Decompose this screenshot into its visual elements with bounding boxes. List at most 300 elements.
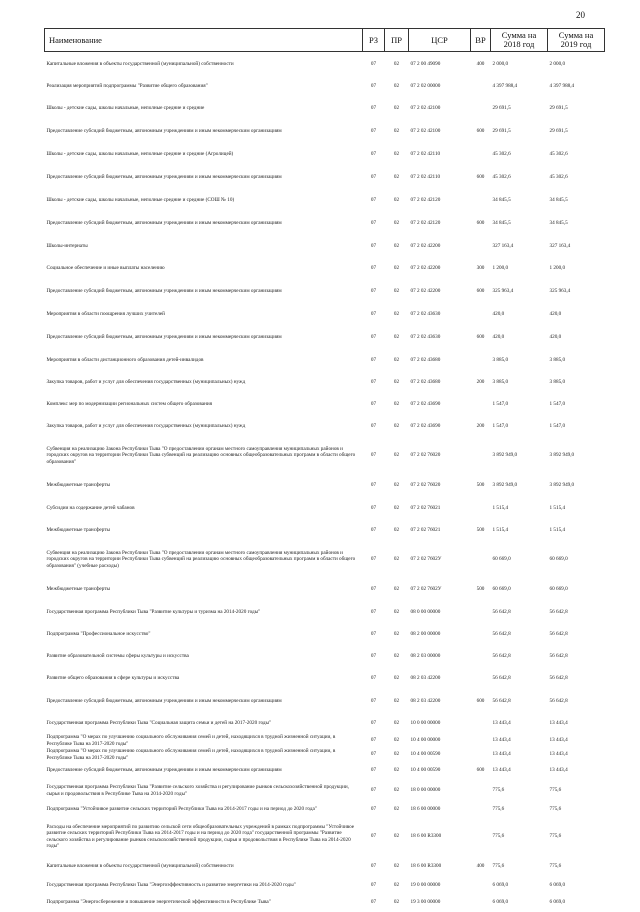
row-name: Капитальные вложения в объекты государственной (муниципальной) собственности — [46, 60, 234, 67]
row-csr: 08 2 03 42200 — [410, 675, 441, 682]
row-sum-2019: 1 515,4 — [549, 527, 566, 534]
table-row — [45, 714, 605, 734]
row-pr: 02 — [393, 527, 400, 534]
row-csr: 07 2 02 42120 — [410, 220, 441, 227]
row-vr: 300 — [476, 265, 485, 272]
table-row — [45, 326, 605, 350]
row-sum-2018: 325 963,4 — [492, 288, 514, 295]
row-sum-2018: 29 691,5 — [492, 128, 511, 135]
row-sum-2018: 56 642,8 — [492, 631, 511, 638]
row-csr: 19 3 00 00000 — [410, 899, 441, 906]
row-pr: 02 — [393, 863, 400, 870]
row-rz: 07 — [370, 105, 377, 112]
row-name: Закупка товаров, работ и услуг для обеспечения государственных (муниципальных) нужд — [46, 379, 246, 386]
header-rz: РЗ — [363, 29, 385, 52]
row-vr — [471, 438, 491, 474]
table-row — [45, 144, 605, 166]
row-vr: 600 — [476, 698, 485, 705]
table-row — [45, 818, 605, 856]
row-rz: 07 — [370, 220, 377, 227]
row-rz: 07 — [370, 863, 377, 870]
row-name: Предоставление субсидий бюджетным, автономным учреждениям и иным некоммерческим организациям — [46, 767, 282, 774]
row-sum-2019: 56 642,8 — [549, 653, 568, 660]
row-csr: 07 2 00 49090 — [410, 60, 441, 67]
row-rz: 07 — [370, 452, 377, 459]
row-name: Субсидии на содержание детей чабанов — [46, 505, 135, 512]
row-rz: 07 — [370, 311, 377, 318]
row-sum-2018: 1 547,0 — [492, 423, 509, 430]
row-pr: 02 — [393, 174, 400, 181]
row-name: Предоставление субсидий бюджетным, автономным учреждениям и иным некоммерческим организациям — [46, 334, 282, 341]
row-sum-2019: 775,6 — [549, 787, 562, 794]
row-pr: 02 — [393, 505, 400, 512]
header-pr: ПР — [385, 29, 409, 52]
row-pr: 02 — [393, 220, 400, 227]
row-vr — [471, 780, 491, 802]
row-name: Предоставление субсидий бюджетным, автономным учреждениям и иным некоммерческим организациям — [46, 128, 282, 135]
row-pr: 02 — [393, 833, 400, 840]
table-row — [45, 894, 605, 912]
row-vr: 500 — [476, 527, 485, 534]
row-rz: 07 — [370, 288, 377, 295]
row-sum-2019: 45 302,6 — [549, 151, 568, 158]
row-vr — [471, 98, 491, 120]
row-pr: 02 — [393, 197, 400, 204]
row-vr: 200 — [476, 423, 485, 430]
row-sum-2019: 29 691,5 — [549, 128, 568, 135]
row-vr: 500 — [476, 586, 485, 593]
row-name: Реализация мероприятий подпрограммы "Развитие общего образования" — [46, 83, 208, 90]
row-rz: 07 — [370, 737, 377, 744]
table-row — [45, 762, 605, 780]
row-sum-2019: 420,0 — [549, 311, 562, 318]
row-sum-2019: 60 669,0 — [549, 556, 568, 563]
row-name: Предоставление субсидий бюджетным, автономным учреждениям и иным некоммерческим организациям — [46, 288, 282, 295]
row-name: Субвенция на реализацию Закона Республики Тыва "О предоставлении органам местного самоуправления муниципальных районов и городских округов на территории Республики Тыва субвенций на реализацию основных общеобразовательных программ в области общего образования" (учебные расходы) — [46, 550, 356, 569]
row-vr: 600 — [476, 767, 485, 774]
row-sum-2018: 60 669,0 — [492, 556, 511, 563]
row-rz: 07 — [370, 806, 377, 813]
row-sum-2019: 327 163,4 — [549, 243, 571, 250]
table-row — [45, 304, 605, 326]
row-vr — [471, 646, 491, 668]
header-vr: ВР — [471, 29, 491, 52]
row-sum-2019: 775,6 — [549, 833, 562, 840]
row-sum-2019: 6 069,0 — [549, 899, 566, 906]
row-name: Предоставление субсидий бюджетным, автономным учреждениям и иным некоммерческим организациям — [46, 174, 282, 181]
row-rz: 07 — [370, 767, 377, 774]
row-rz: 07 — [370, 401, 377, 408]
row-name: Капитальные вложения в объекты государственной (муниципальной) собственности — [46, 863, 234, 870]
row-pr: 02 — [393, 379, 400, 386]
row-rz: 07 — [370, 751, 377, 758]
row-vr — [471, 304, 491, 326]
row-vr — [471, 190, 491, 212]
row-name: Школы-интернаты — [46, 243, 88, 250]
table-row — [45, 474, 605, 498]
table-row — [45, 166, 605, 190]
row-name: Государственная программа Республики Тыва "Развитие сельского хозяйства и регулирование рынков сельскохозяйственной продукции, сырья и продовольствия в Республике Тыва на 2014-2020 годы" — [46, 784, 349, 797]
row-csr: 19 0 00 00000 — [410, 882, 441, 889]
row-sum-2018: 3 892 949,0 — [492, 482, 518, 489]
table-row — [45, 416, 605, 438]
row-name: Комплекс мер по модернизации региональных систем общего образования — [46, 401, 213, 408]
row-sum-2018: 3 885,0 — [492, 379, 509, 386]
row-sum-2018: 327 163,4 — [492, 243, 514, 250]
row-name: Школы - детские сады, школы начальные, неполные средние и средние — [46, 105, 205, 112]
table-row — [45, 212, 605, 236]
row-csr: 07 2 02 42110 — [410, 151, 441, 158]
row-sum-2019: 60 669,0 — [549, 586, 568, 593]
row-rz: 07 — [370, 586, 377, 593]
row-rz: 07 — [370, 357, 377, 364]
row-name: Государственная программа Республики Тыва "Энергоэффективность и развитие энергетики на 2014-2020 годы" — [46, 882, 296, 889]
row-sum-2018: 775,6 — [492, 806, 505, 813]
row-sum-2018: 56 642,8 — [492, 609, 511, 616]
row-csr: 08 2 00 00000 — [410, 631, 441, 638]
table-header-row — [45, 29, 605, 52]
row-pr: 02 — [393, 288, 400, 295]
row-csr: 07 2 02 42200 — [410, 288, 441, 295]
row-csr: 10 0 00 00000 — [410, 720, 441, 727]
table-row — [45, 120, 605, 144]
table-row — [45, 236, 605, 258]
row-vr — [471, 542, 491, 578]
row-sum-2018: 29 691,5 — [492, 105, 511, 112]
row-rz: 07 — [370, 882, 377, 889]
row-pr: 02 — [393, 882, 400, 889]
table-row — [45, 668, 605, 690]
row-sum-2018: 4 397 988,4 — [492, 83, 518, 90]
table-row — [45, 578, 605, 602]
row-sum-2019: 1 515,4 — [549, 505, 566, 512]
row-name: Государственная программа Республики Тыва "Развитие культуры и туризма на 2014-2020 годы" — [46, 609, 261, 616]
row-rz: 07 — [370, 197, 377, 204]
row-pr: 02 — [393, 787, 400, 794]
row-pr: 02 — [393, 653, 400, 660]
row-sum-2018: 56 642,8 — [492, 698, 511, 705]
row-rz: 07 — [370, 609, 377, 616]
row-pr: 02 — [393, 423, 400, 430]
row-vr: 600 — [476, 128, 485, 135]
row-name: Подпрограмма "О мерах по улучшению социального обслуживания семей и детей, находящихся в трудной жизненной ситуации, в Республике Тыва на 2017-2020 годы" — [46, 748, 336, 761]
row-sum-2018: 56 642,8 — [492, 675, 511, 682]
row-name: Школы - детские сады, школы начальные, неполные средние и средние (Агролицей) — [46, 151, 234, 158]
row-name: Развитие образовательной системы сферы культуры и искусства — [46, 653, 189, 660]
row-name: Предоставление субсидий бюджетным, автономным учреждениям и иным некоммерческим организациям — [46, 698, 282, 705]
row-name: Межбюджетные трансферты — [46, 586, 111, 593]
table-row — [45, 258, 605, 280]
row-csr: 07 2 02 43680 — [410, 379, 441, 386]
row-rz: 07 — [370, 787, 377, 794]
row-rz: 07 — [370, 505, 377, 512]
row-vr: 200 — [476, 379, 485, 386]
row-csr: 07 2 02 42100 — [410, 105, 441, 112]
row-pr: 02 — [393, 151, 400, 158]
row-sum-2019: 420,0 — [549, 334, 562, 341]
row-vr: 400 — [476, 60, 485, 67]
row-vr: 600 — [476, 174, 485, 181]
row-rz: 07 — [370, 698, 377, 705]
row-sum-2019: 13 443,4 — [549, 751, 568, 758]
row-sum-2018: 2 000,0 — [492, 60, 509, 67]
row-sum-2018: 1 547,0 — [492, 401, 509, 408]
row-rz: 07 — [370, 379, 377, 386]
row-sum-2018: 45 302,6 — [492, 174, 511, 181]
row-pr: 02 — [393, 737, 400, 744]
row-vr — [471, 748, 491, 762]
row-name: Подпрограмма "Энергосбережение и повышение энергетической эффективности в Республике Тыва" — [46, 899, 271, 906]
row-pr: 02 — [393, 265, 400, 272]
row-csr: 07 2 02 43630 — [410, 334, 441, 341]
table-row — [45, 394, 605, 416]
header-sum-2018: Сумма на 2018 год — [491, 29, 548, 52]
row-vr — [471, 394, 491, 416]
row-csr: 08 0 00 00000 — [410, 609, 441, 616]
row-sum-2019: 775,6 — [549, 806, 562, 813]
row-sum-2019: 6 069,0 — [549, 882, 566, 889]
row-csr: 07 2 02 42120 — [410, 197, 441, 204]
row-rz: 07 — [370, 151, 377, 158]
row-rz: 07 — [370, 631, 377, 638]
row-pr: 02 — [393, 899, 400, 906]
table-row — [45, 856, 605, 878]
row-pr: 02 — [393, 311, 400, 318]
row-sum-2019: 325 963,4 — [549, 288, 571, 295]
row-sum-2019: 1 547,0 — [549, 401, 566, 408]
row-pr: 02 — [393, 243, 400, 250]
row-csr: 07 2 02 42200 — [410, 265, 441, 272]
row-csr: 07 2 02 42110 — [410, 174, 441, 181]
row-pr: 02 — [393, 698, 400, 705]
row-csr: 10 4 00 00590 — [410, 751, 441, 758]
row-sum-2018: 60 669,0 — [492, 586, 511, 593]
row-rz: 07 — [370, 128, 377, 135]
table-row — [45, 780, 605, 802]
row-csr: 07 2 02 00000 — [410, 83, 441, 90]
row-csr: 18 6 00 R3300 — [410, 833, 442, 840]
row-csr: 07 2 02 76021 — [410, 527, 441, 534]
row-sum-2019: 56 642,8 — [549, 609, 568, 616]
row-sum-2018: 45 302,6 — [492, 151, 511, 158]
row-rz: 07 — [370, 556, 377, 563]
row-rz: 07 — [370, 482, 377, 489]
table-row — [45, 602, 605, 624]
row-vr — [471, 894, 491, 912]
row-csr: 07 2 02 76021 — [410, 505, 441, 512]
row-vr: 500 — [476, 482, 485, 489]
row-vr — [471, 818, 491, 856]
row-pr: 02 — [393, 751, 400, 758]
row-sum-2018: 13 443,4 — [492, 767, 511, 774]
row-pr: 02 — [393, 334, 400, 341]
row-vr — [471, 498, 491, 520]
row-rz: 07 — [370, 60, 377, 67]
row-rz: 07 — [370, 243, 377, 250]
row-sum-2018: 56 642,8 — [492, 653, 511, 660]
row-csr: 07 2 02 43690 — [410, 401, 441, 408]
table-row — [45, 542, 605, 578]
row-csr: 08 2 03 00000 — [410, 653, 441, 660]
row-csr: 10 4 00 00590 — [410, 767, 441, 774]
row-pr: 02 — [393, 128, 400, 135]
budget-table — [44, 28, 605, 912]
row-sum-2018: 775,6 — [492, 787, 505, 794]
row-sum-2018: 1 200,0 — [492, 265, 509, 272]
row-sum-2018: 3 885,0 — [492, 357, 509, 364]
row-rz: 07 — [370, 334, 377, 341]
row-name: Социальное обеспечение и иные выплаты населению — [46, 265, 165, 272]
table-row — [45, 748, 605, 762]
row-pr: 02 — [393, 556, 400, 563]
row-pr: 02 — [393, 720, 400, 727]
row-sum-2018: 3 892 949,0 — [492, 452, 518, 459]
row-vr — [471, 734, 491, 748]
row-vr — [471, 668, 491, 690]
row-vr — [471, 602, 491, 624]
row-pr: 02 — [393, 586, 400, 593]
row-name: Мероприятия в области поощрения лучших учителей — [46, 311, 165, 318]
header-csr: ЦСР — [409, 29, 471, 52]
row-sum-2019: 56 642,8 — [549, 698, 568, 705]
header-name: Наименование — [45, 29, 363, 52]
row-vr — [471, 878, 491, 894]
row-csr: 18 6 00 R3300 — [410, 863, 442, 870]
row-rz: 07 — [370, 174, 377, 181]
row-vr — [471, 236, 491, 258]
row-rz: 07 — [370, 675, 377, 682]
row-sum-2019: 1 547,0 — [549, 423, 566, 430]
row-pr: 02 — [393, 609, 400, 616]
row-csr: 07 2 02 42200 — [410, 243, 441, 250]
row-name: Межбюджетные трансферты — [46, 482, 111, 489]
row-sum-2019: 13 443,4 — [549, 720, 568, 727]
row-csr: 07 2 02 76020 — [410, 452, 441, 459]
row-name: Расходы на обеспечение мероприятий по развитию сельской сети общеобразовательных учреждений в рамках подпрограммы "Устойчивое развитие сельских территорий Республики Тыва на 2014-2017 годы и на период до 2020 года" государственной программы "Развитие сельского хозяйства и регулирование рынков сельскохозяйственной продукции, сырья и продовольствия в Республике Тыва на 2014-2020 годы" — [46, 824, 355, 849]
row-name: Подпрограмма "Профессиональное искусство" — [46, 631, 151, 638]
row-sum-2018: 13 443,4 — [492, 720, 511, 727]
row-csr: 07 2 02 7602У — [410, 586, 442, 593]
row-pr: 02 — [393, 675, 400, 682]
row-rz: 07 — [370, 527, 377, 534]
row-pr: 02 — [393, 401, 400, 408]
row-sum-2018: 775,6 — [492, 863, 505, 870]
row-sum-2018: 775,6 — [492, 833, 505, 840]
row-sum-2018: 6 069,0 — [492, 899, 509, 906]
table-row — [45, 690, 605, 714]
row-sum-2018: 6 069,0 — [492, 882, 509, 889]
row-pr: 02 — [393, 452, 400, 459]
row-name: Подпрограмма "Устойчивое развитие сельских территорий Республики Тыва на 2014-2017 годы и на период до 2020 года" — [46, 806, 317, 813]
row-pr: 02 — [393, 806, 400, 813]
row-sum-2019: 34 845,5 — [549, 220, 568, 227]
row-vr — [471, 350, 491, 372]
row-sum-2019: 29 691,5 — [549, 105, 568, 112]
row-sum-2019: 4 397 988,4 — [549, 83, 575, 90]
row-sum-2019: 56 642,8 — [549, 631, 568, 638]
row-sum-2019: 775,6 — [549, 863, 562, 870]
row-sum-2019: 2 000,0 — [549, 60, 566, 67]
row-csr: 07 2 02 43680 — [410, 357, 441, 364]
row-rz: 07 — [370, 83, 377, 90]
table-row — [45, 190, 605, 212]
row-pr: 02 — [393, 482, 400, 489]
row-vr: 600 — [476, 334, 485, 341]
row-name: Подпрограмма "О мерах по улучшению социального обслуживания семей и детей, находящихся в трудной жизненной ситуации, в Республике Тыва на 2017-2020 годы" — [46, 734, 336, 747]
table-row — [45, 624, 605, 646]
table-row — [45, 438, 605, 474]
row-rz: 07 — [370, 899, 377, 906]
row-pr: 02 — [393, 767, 400, 774]
row-csr: 18 6 00 00000 — [410, 806, 441, 813]
row-rz: 07 — [370, 833, 377, 840]
row-name: Межбюджетные трансферты — [46, 527, 111, 534]
row-vr — [471, 144, 491, 166]
table-row — [45, 520, 605, 542]
row-csr: 07 2 02 7602У — [410, 556, 442, 563]
row-sum-2019: 1 200,0 — [549, 265, 566, 272]
table-row — [45, 280, 605, 304]
row-sum-2018: 1 515,4 — [492, 527, 509, 534]
row-name: Закупка товаров, работ и услуг для обеспечения государственных (муниципальных) нужд — [46, 423, 246, 430]
table-row — [45, 98, 605, 120]
table-row — [45, 350, 605, 372]
row-vr — [471, 76, 491, 98]
row-vr: 600 — [476, 220, 485, 227]
table-row — [45, 372, 605, 394]
row-sum-2018: 420,0 — [492, 334, 505, 341]
row-name: Государственная программа Республики Тыва "Социальная защита семьи и детей на 2017-2020 годы" — [46, 720, 272, 727]
row-pr: 02 — [393, 105, 400, 112]
row-sum-2018: 34 845,5 — [492, 197, 511, 204]
row-sum-2018: 1 515,4 — [492, 505, 509, 512]
table-row — [45, 878, 605, 894]
row-name: Развитие общего образования в сфере культуры и искусства — [46, 675, 180, 682]
table-row — [45, 498, 605, 520]
row-csr: 07 2 02 43630 — [410, 311, 441, 318]
table-row — [45, 802, 605, 818]
row-sum-2019: 3 885,0 — [549, 357, 566, 364]
row-sum-2018: 13 443,4 — [492, 737, 511, 744]
row-vr: 600 — [476, 288, 485, 295]
row-sum-2019: 13 443,4 — [549, 737, 568, 744]
row-pr: 02 — [393, 631, 400, 638]
row-vr — [471, 624, 491, 646]
row-rz: 07 — [370, 720, 377, 727]
header-sum-2019: Сумма на 2019 год — [548, 29, 605, 52]
row-csr: 07 2 02 42100 — [410, 128, 441, 135]
row-rz: 07 — [370, 265, 377, 272]
row-csr: 08 2 03 42200 — [410, 698, 441, 705]
row-name: Школы - детские сады, школы начальные, неполные средние и средние (СОШ № 10) — [46, 197, 235, 204]
row-rz: 07 — [370, 423, 377, 430]
row-vr — [471, 802, 491, 818]
row-csr: 07 2 02 43690 — [410, 423, 441, 430]
row-sum-2018: 13 443,4 — [492, 751, 511, 758]
row-sum-2019: 56 642,8 — [549, 675, 568, 682]
row-sum-2018: 34 845,5 — [492, 220, 511, 227]
row-vr: 400 — [476, 863, 485, 870]
row-sum-2019: 13 443,4 — [549, 767, 568, 774]
row-pr: 02 — [393, 83, 400, 90]
table-row — [45, 734, 605, 748]
row-sum-2019: 3 892 949,0 — [549, 482, 575, 489]
row-csr: 10 4 00 00000 — [410, 737, 441, 744]
table-row — [45, 52, 605, 76]
row-sum-2019: 45 302,6 — [549, 174, 568, 181]
row-name: Мероприятия в области дистанционного образования детей-инвалидов — [46, 357, 204, 364]
row-sum-2019: 34 845,5 — [549, 197, 568, 204]
